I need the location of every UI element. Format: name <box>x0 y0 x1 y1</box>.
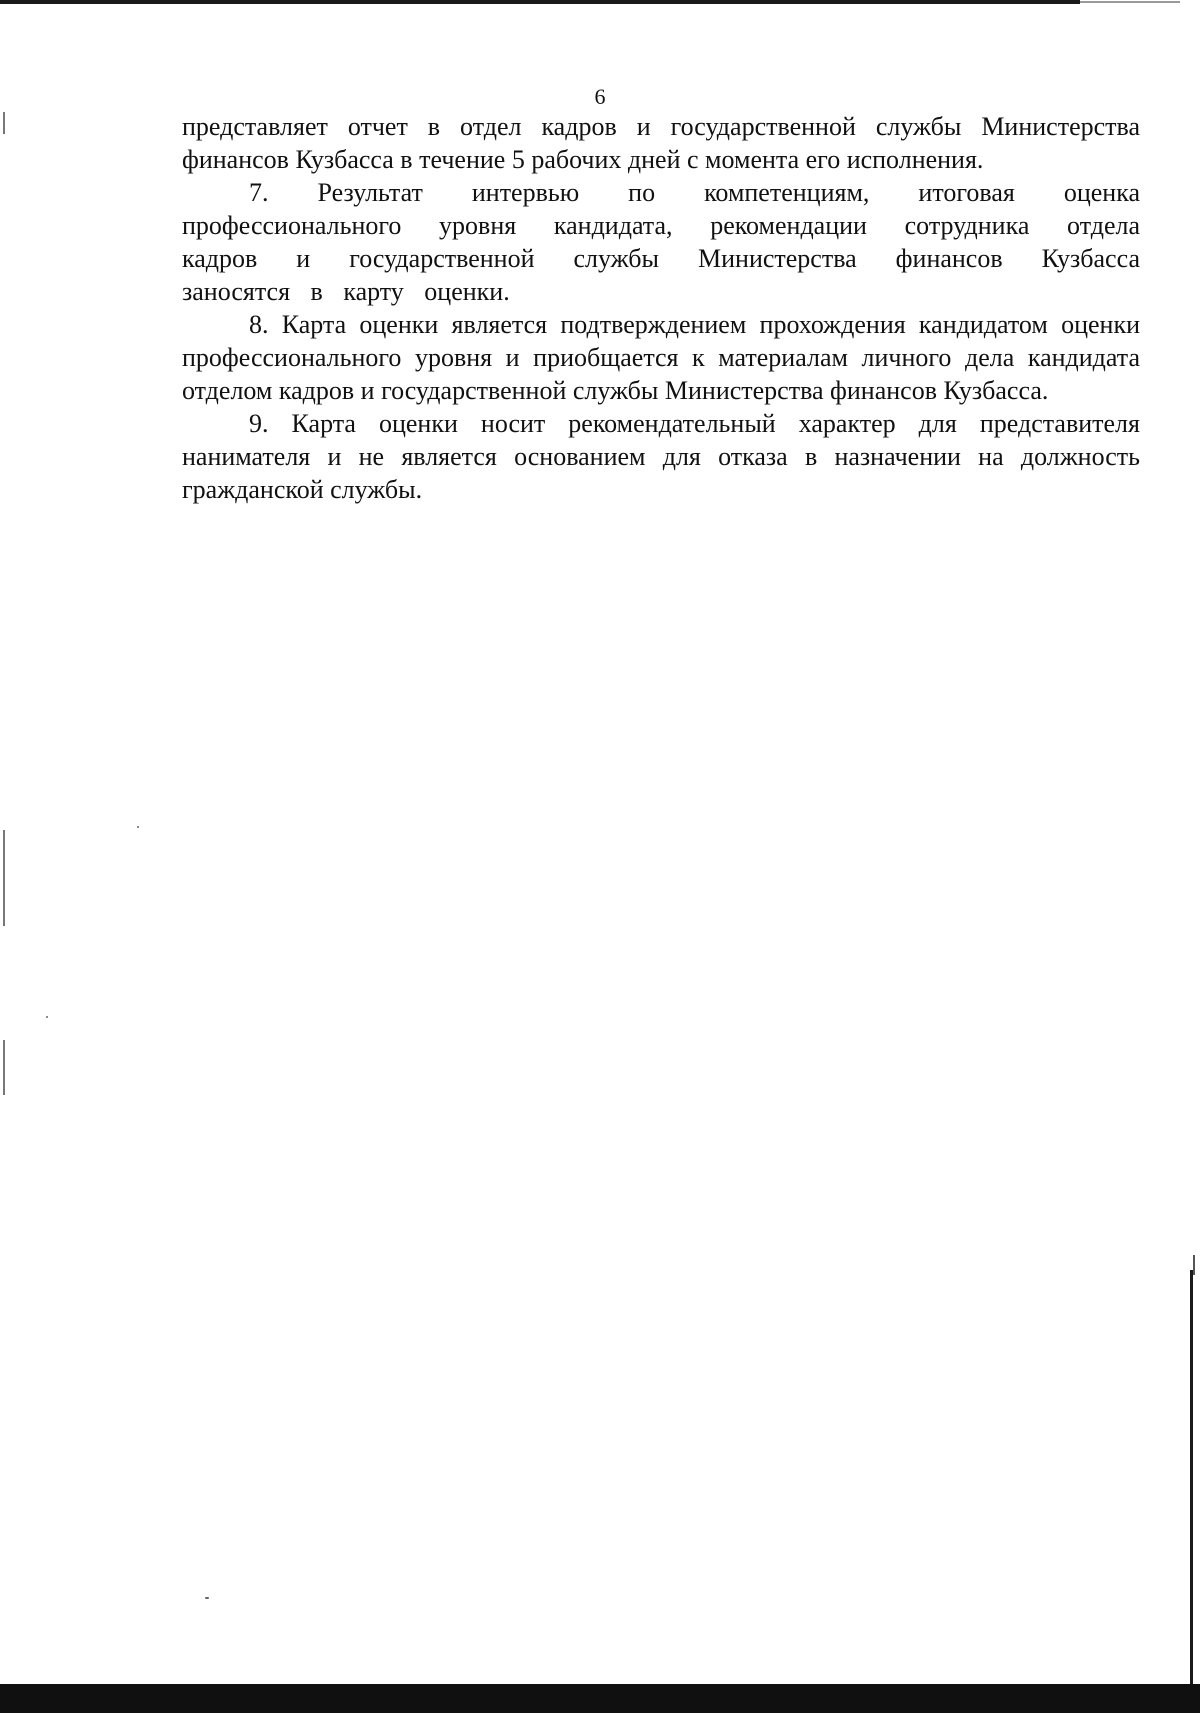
scan-speck <box>137 826 139 828</box>
paragraph-item-8: 8. Карта оценки является подтверждением прохождения кандидатом оценки профессионального уровня и приобщается к материалам личного дела кандидата отделом кадров и государственной службы Министерства финансов Кузбасса. <box>182 310 1140 405</box>
paragraph-item-7: 7. Результат интервью по компетенциям, итоговая оценка профессионального уровня кандидата, рекомендации сотрудника отдела кадров и государственной службы Министерства финансов Кузбасса заносятся в карту оценки. <box>182 178 1140 306</box>
paragraph-item-9: 9. Карта оценки носит рекомендательный характер для представителя нанимателя и не является основанием для отказа в назначении на должность гражданской службы. <box>182 409 1140 504</box>
paragraph-continuation: представляет отчет в отдел кадров и государственной службы Министерства финансов Кузбасса в течение 5 рабочих дней с момента его исполнения. <box>182 112 1140 174</box>
scan-top-edge <box>0 0 1080 4</box>
page-number: 6 <box>594 84 606 109</box>
scan-left-mark <box>3 1040 5 1095</box>
scan-speck <box>46 1016 48 1018</box>
scan-left-mark <box>3 830 5 926</box>
scan-top-edge-faint <box>1080 1 1180 3</box>
scan-speck <box>205 1597 209 1599</box>
scan-left-mark <box>3 112 5 134</box>
scan-bottom-edge <box>0 1684 1200 1713</box>
document-body <box>182 110 1140 506</box>
scan-right-tick <box>1193 1255 1195 1275</box>
scan-right-edge <box>1190 1270 1193 1713</box>
